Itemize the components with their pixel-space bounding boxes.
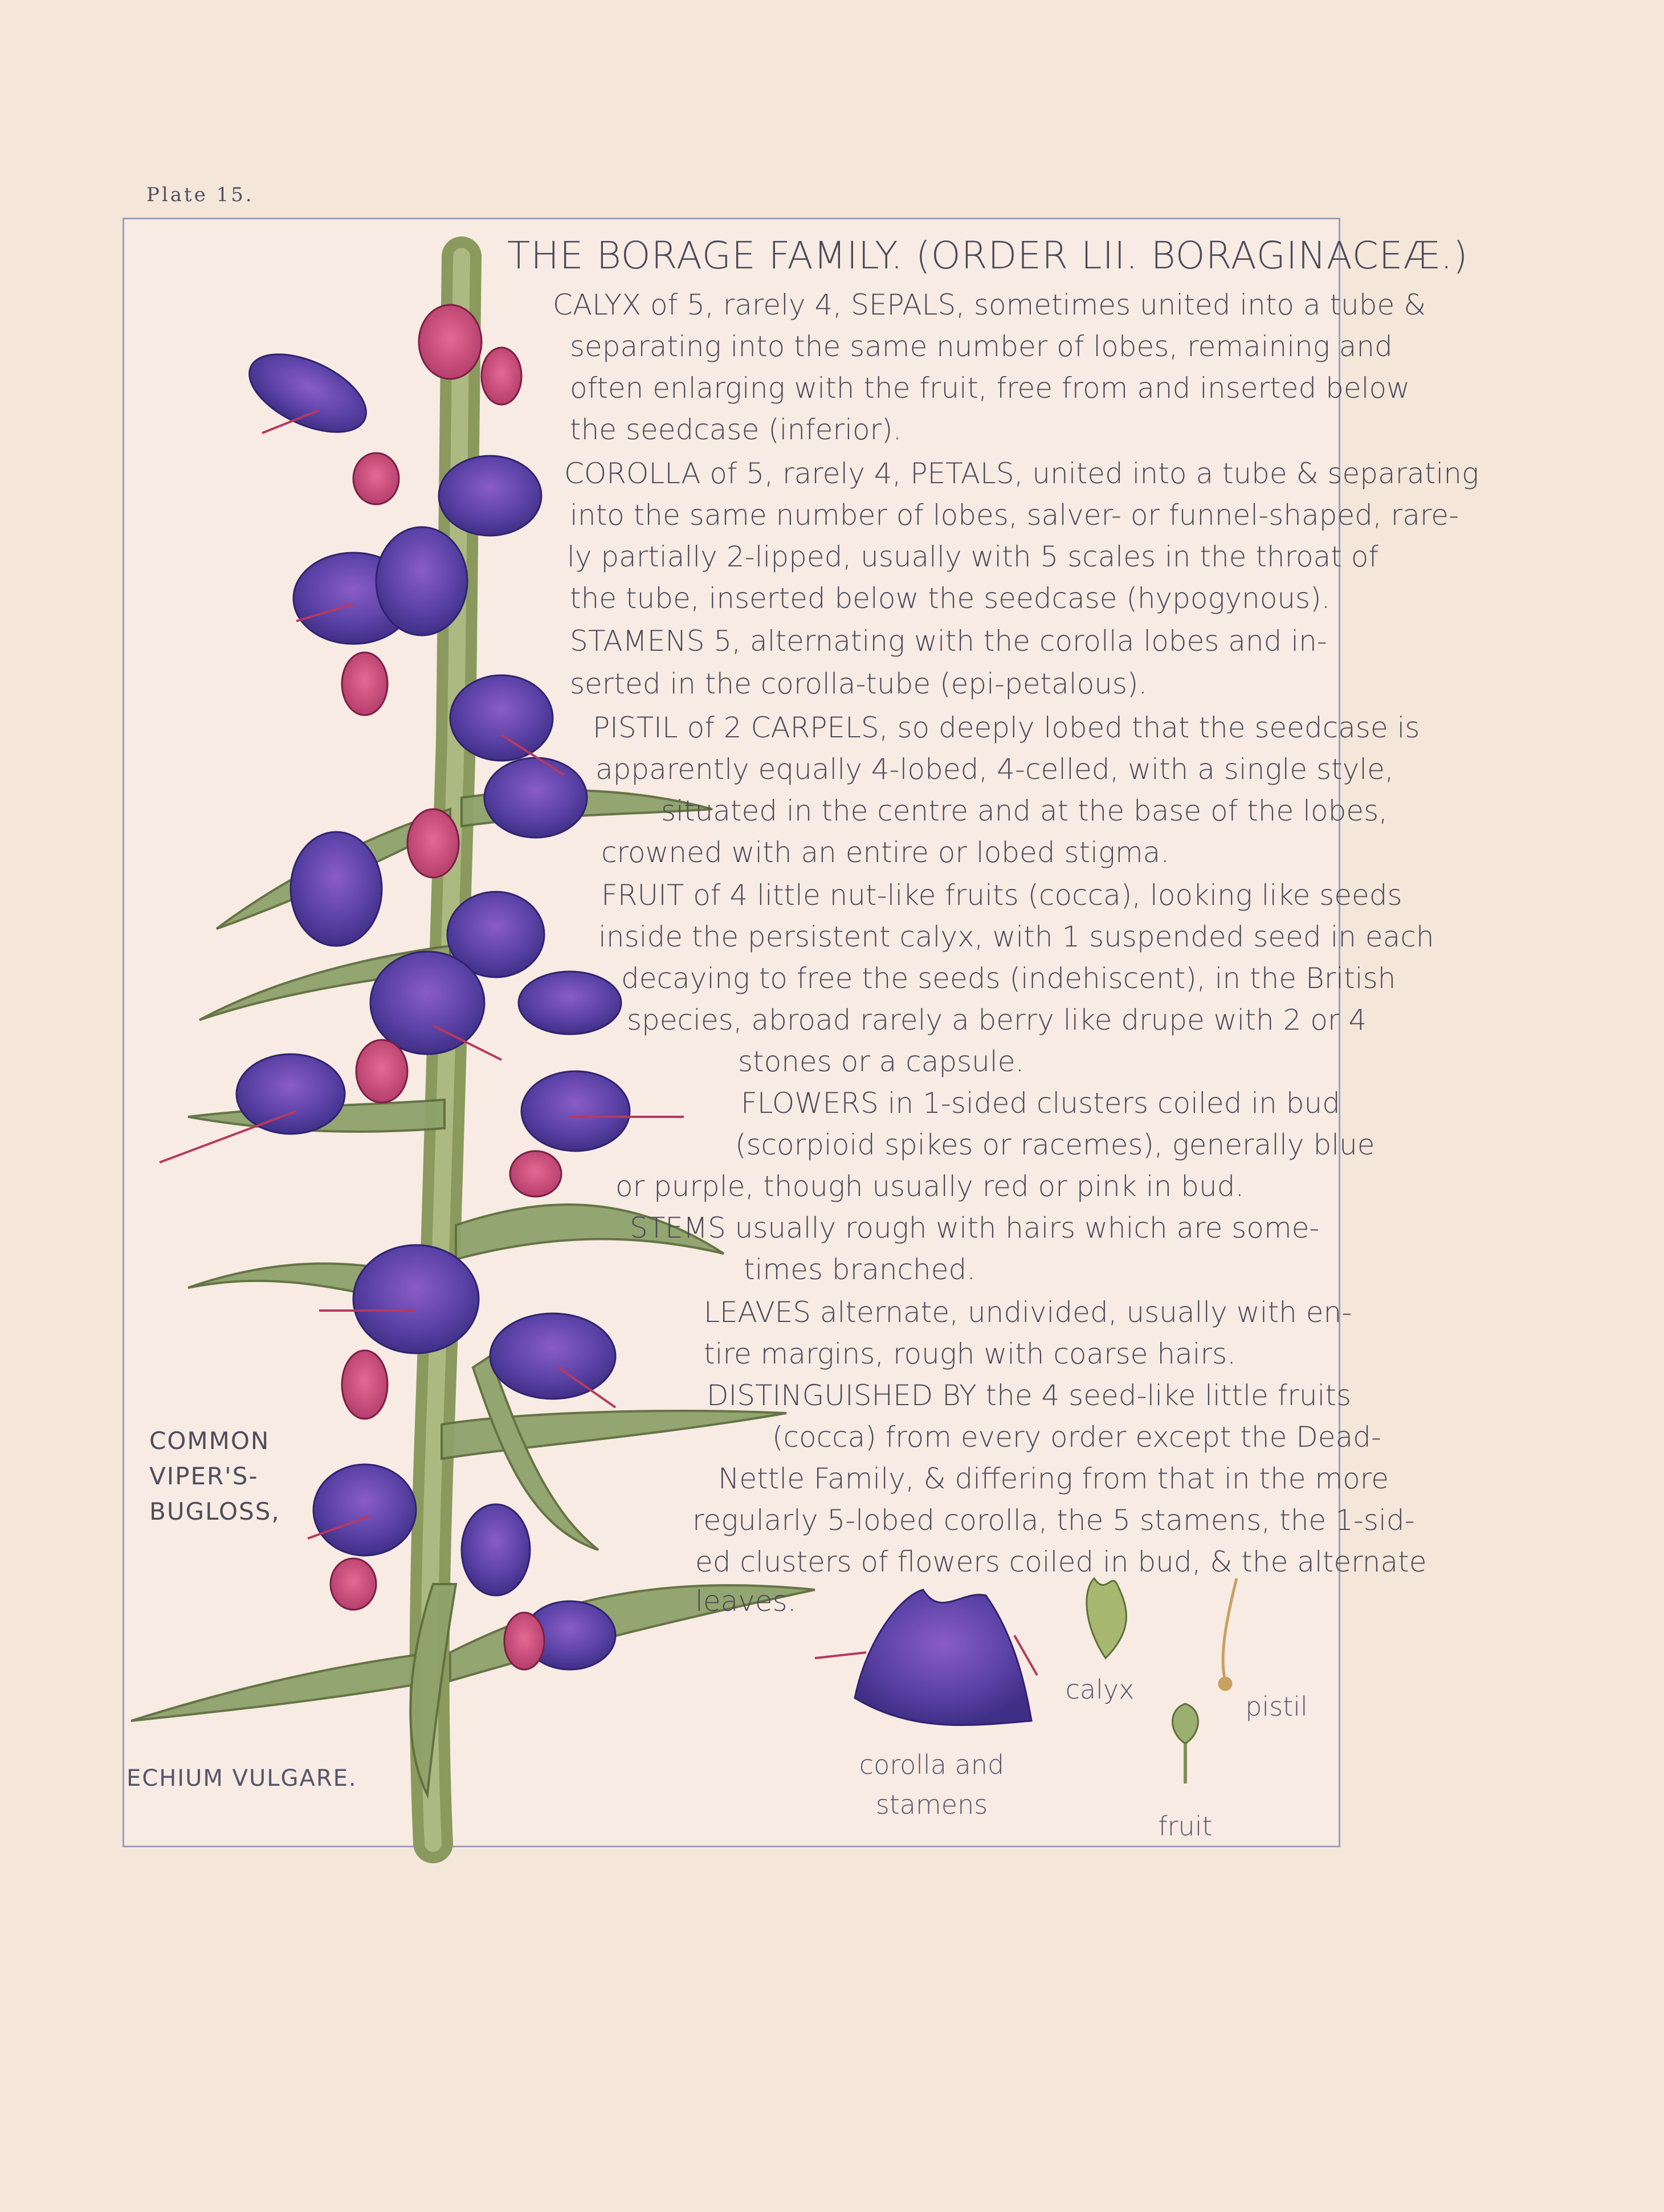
family-title: THE BORAGE FAMILY. (ORDER LII. BORAGINACEÆ.) bbox=[507, 234, 1469, 277]
description-line: STEMS usually rough with hairs which are some- bbox=[630, 1211, 1320, 1244]
description-line: (cocca) from every order except the Dead- bbox=[772, 1421, 1381, 1454]
description-line: STAMENS 5, alternating with the corolla lobes and in- bbox=[570, 625, 1327, 658]
description-line: stones or a capsule. bbox=[738, 1045, 1025, 1078]
description-line: serted in the corolla-tube (epi-petalous). bbox=[570, 667, 1148, 700]
common-name-line: BUGLOSS, bbox=[149, 1497, 280, 1525]
description-line: ly partially 2-lipped, usually with 5 scales in the throat of bbox=[567, 540, 1378, 573]
description-line: apparently equally 4-lobed, 4-celled, with a single style, bbox=[596, 753, 1394, 786]
description-line: tire margins, rough with coarse hairs. bbox=[704, 1337, 1237, 1370]
description-line: regularly 5-lobed corolla, the 5 stamens, the 1-sid- bbox=[692, 1504, 1415, 1537]
description-line: into the same number of lobes, salver- or funnel-shaped, rare- bbox=[570, 499, 1459, 532]
description-line: COROLLA of 5, rarely 4, PETALS, united into a tube & separating bbox=[564, 457, 1479, 490]
description-line: LEAVES alternate, undivided, usually with en- bbox=[704, 1296, 1352, 1329]
description-line: species, abroad rarely a berry like drupe with 2 or 4 bbox=[627, 1003, 1367, 1036]
description-line: ed clusters of flowers coiled in bud, & the alternate bbox=[695, 1545, 1427, 1578]
description-line: CALYX of 5, rarely 4, SEPALS, sometimes united into a tube & bbox=[553, 288, 1426, 321]
description-line: DISTINGUISHED BY the 4 seed-like little fruits bbox=[707, 1379, 1352, 1412]
description-line: decaying to free the seeds (indehiscent), in the British bbox=[621, 962, 1396, 995]
fruit-label: fruit bbox=[1158, 1811, 1213, 1842]
latin-name: ECHIUM VULGARE. bbox=[127, 1765, 357, 1791]
description-line: situated in the centre and at the base of the lobes, bbox=[661, 794, 1388, 827]
description-line: Nettle Family, & differing from that in the more bbox=[718, 1462, 1389, 1495]
description-line: times branched. bbox=[744, 1253, 976, 1286]
description-line: FRUIT of 4 little nut-like fruits (cocca), looking like seeds bbox=[601, 879, 1402, 912]
plate-number: Plate 15. bbox=[146, 183, 254, 206]
corolla-label: corolla and stamens bbox=[859, 1749, 1005, 1820]
calyx-label: calyx bbox=[1065, 1674, 1135, 1705]
description-line: the seedcase (inferior). bbox=[570, 413, 902, 446]
common-name-line: COMMON bbox=[149, 1427, 270, 1455]
description-line: crowned with an entire or lobed stigma. bbox=[601, 836, 1170, 869]
description-line: or purple, though usually red or pink in bud. bbox=[615, 1170, 1245, 1203]
description-line: FLOWERS in 1-sided clusters coiled in bud bbox=[741, 1087, 1340, 1120]
description-line: inside the persistent calyx, with 1 suspended seed in each bbox=[598, 920, 1434, 953]
description-line: leaves. bbox=[695, 1585, 797, 1618]
description-line: the tube, inserted below the seedcase (hypogynous). bbox=[570, 582, 1331, 615]
description-line: (scorpioid spikes or racemes), generally blue bbox=[735, 1128, 1375, 1161]
pistil-label: pistil bbox=[1245, 1691, 1308, 1722]
description-line: separating into the same number of lobes, remaining and bbox=[570, 330, 1393, 363]
description-line: often enlarging with the fruit, free from and inserted below bbox=[570, 372, 1410, 405]
common-name-line: VIPER'S- bbox=[149, 1462, 259, 1490]
description-line: PISTIL of 2 CARPELS, so deeply lobed that the seedcase is bbox=[593, 711, 1420, 744]
